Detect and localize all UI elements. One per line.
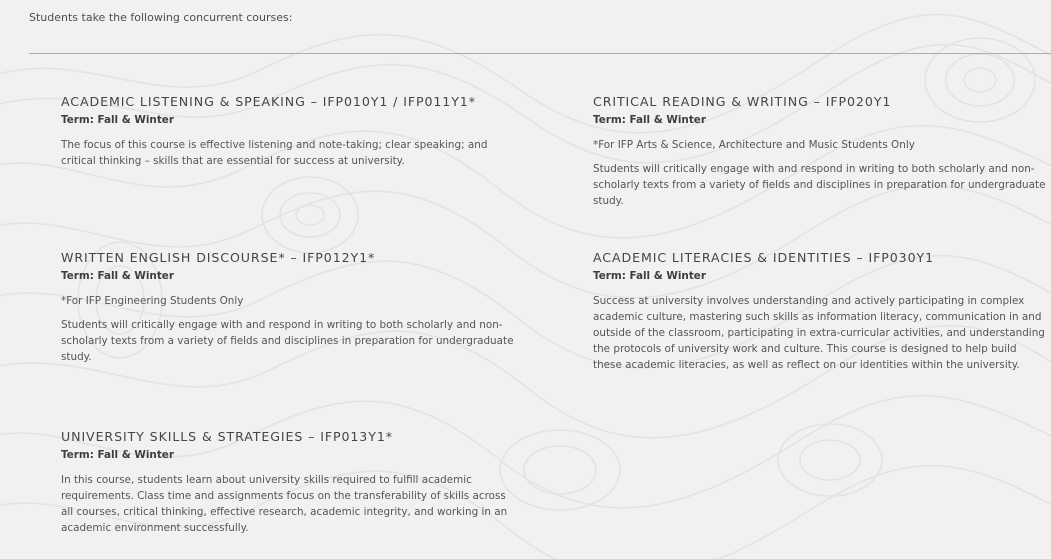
course-description: Success at university involves understanding and actively participating in complex academic culture, mastering such skills as information literacy, communication in and outside of the classroom, participating in extra-curricular activities, and understanding the protocols of university work and culture. This course is designed to help build these academic literacies, as well as reflect on our identities within the university. (593, 295, 1045, 371)
course-description: Students will critically engage with and respond in writing to both scholarly and non-scholarly texts from a variety of fields and disciplines in preparation for undergraduate study. (593, 163, 1046, 207)
course-literacies-identities (593, 250, 1048, 373)
course-note: *For IFP Engineering Students Only (61, 295, 244, 307)
course-note: *For IFP Arts & Science, Architecture and Music Students Only (593, 139, 915, 151)
course-university-skills (61, 429, 521, 536)
course-description: In this course, students learn about university skills required to fulfill academic requirements. Class time and assignments focus on the transferability of skills across all courses, critical thinking, effective research, academic integrity, and working in an academic environment successfully. (61, 474, 508, 534)
course-title: WRITTEN ENGLISH DISCOURSE* – IFP012Y1* (61, 250, 376, 265)
course-title: UNIVERSITY SKILLS & STRATEGIES – IFP013Y1* (61, 429, 393, 444)
course-reading-writing (593, 94, 1048, 209)
section-divider (29, 53, 1051, 54)
course-written-english (61, 250, 521, 365)
course-term: Term: Fall & Winter (61, 270, 174, 282)
course-title: CRITICAL READING & WRITING – IFP020Y1 (593, 94, 892, 109)
intro-text: Students take the following concurrent courses: (29, 11, 293, 24)
course-description: The focus of this course is effective listening and note-taking; clear speaking; and critical thinking – skills that are essential for success at university. (61, 139, 488, 167)
course-term: Term: Fall & Winter (61, 114, 174, 126)
course-title: ACADEMIC LISTENING & SPEAKING – IFP010Y1 / IFP011Y1* (61, 94, 476, 109)
course-title: ACADEMIC LITERACIES & IDENTITIES – IFP030Y1 (593, 250, 934, 265)
course-term: Term: Fall & Winter (593, 270, 706, 282)
course-description: Students will critically engage with and respond in writing to both scholarly and non-scholarly texts from a variety of fields and disciplines in preparation for undergraduate study. (61, 319, 514, 363)
course-term: Term: Fall & Winter (593, 114, 706, 126)
course-listening-speaking (61, 94, 521, 169)
course-term: Term: Fall & Winter (61, 449, 174, 461)
